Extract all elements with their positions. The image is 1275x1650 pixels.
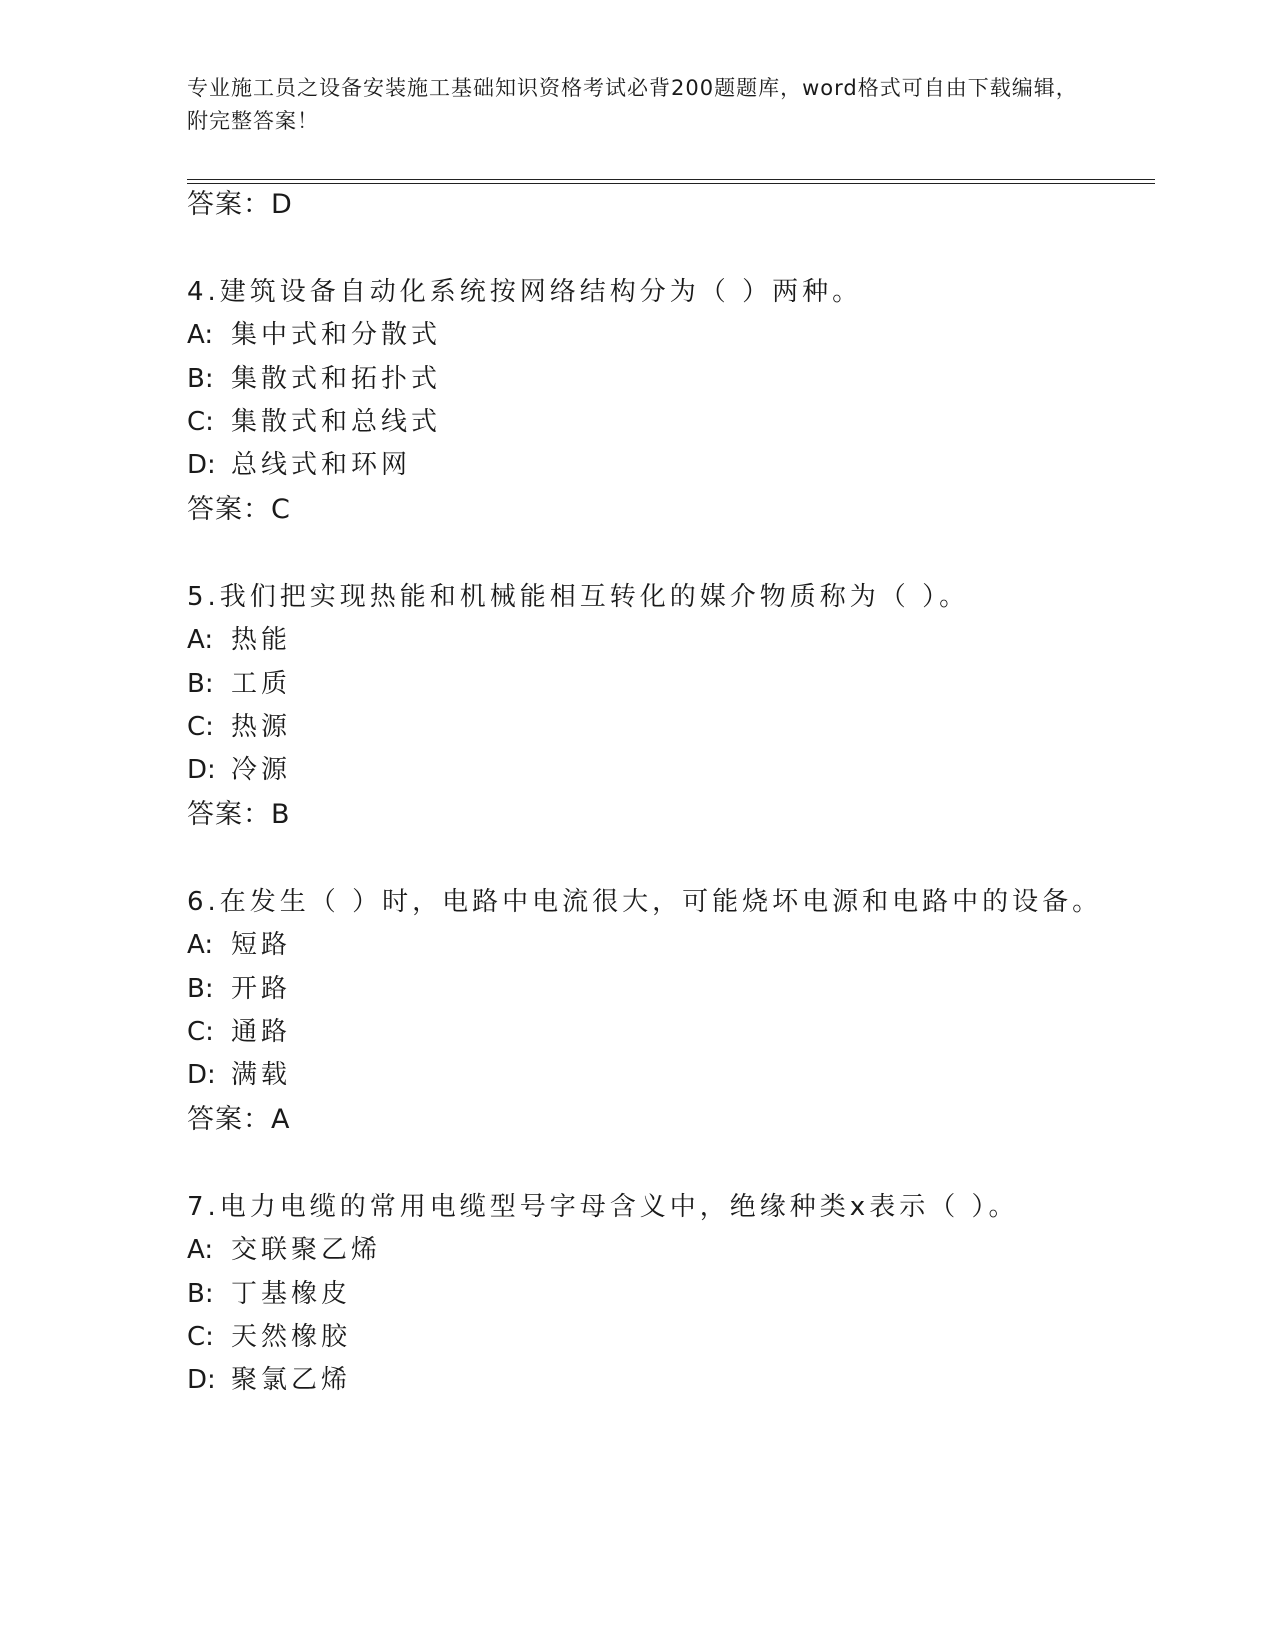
option-key: A: xyxy=(187,320,214,350)
answer-q6: 答案：A xyxy=(187,1104,291,1135)
option-key: D: xyxy=(187,755,216,785)
question-5-option-d xyxy=(187,753,291,787)
option-key: A: xyxy=(187,1235,214,1265)
question-6-option-d xyxy=(187,1058,291,1092)
answer-q4: 答案：C xyxy=(187,494,291,525)
question-7-option-c xyxy=(187,1320,351,1354)
option-text: 集散式和拓扑式 xyxy=(231,364,442,394)
question-4: 4.建筑设备自动化系统按网络结构分为（ ）两种。 xyxy=(187,277,863,307)
answer-q3: 答案：D xyxy=(187,189,293,220)
option-key: C: xyxy=(187,1017,214,1047)
question-6-option-b xyxy=(187,972,291,1006)
option-text: 集散式和总线式 xyxy=(231,407,442,437)
option-text: 热源 xyxy=(231,712,292,742)
option-text: 聚氯乙烯 xyxy=(231,1365,352,1395)
question-4-option-d xyxy=(187,448,411,482)
option-key: B: xyxy=(187,669,214,699)
question-4-option-a xyxy=(187,318,441,352)
option-text: 丁基橡皮 xyxy=(231,1279,352,1309)
question-7-option-d xyxy=(187,1363,351,1397)
option-key: C: xyxy=(187,407,214,437)
option-key: C: xyxy=(187,712,214,742)
question-5-option-c xyxy=(187,710,291,744)
option-key: C: xyxy=(187,1322,214,1352)
option-text: 交联聚乙烯 xyxy=(231,1235,382,1265)
question-6: 6.在发生（ ）时，电路中电流很大，可能烧坏电源和电路中的设备。 xyxy=(187,887,1103,917)
question-6-option-a xyxy=(187,928,291,962)
question-5-option-a xyxy=(187,623,291,657)
question-6-option-c xyxy=(187,1015,291,1049)
option-text: 开路 xyxy=(231,974,292,1004)
option-text: 集中式和分散式 xyxy=(231,320,442,350)
option-text: 工质 xyxy=(231,669,292,699)
option-text: 通路 xyxy=(231,1017,292,1047)
option-key: B: xyxy=(187,1279,214,1309)
option-text: 总线式和环网 xyxy=(231,450,412,480)
option-key: A: xyxy=(187,625,214,655)
option-key: B: xyxy=(187,974,214,1004)
option-key: D: xyxy=(187,1365,216,1395)
option-key: B: xyxy=(187,364,214,394)
option-text: 热能 xyxy=(231,625,292,655)
option-text: 短路 xyxy=(231,930,292,960)
answer-q5: 答案：B xyxy=(187,799,291,830)
question-5: 5.我们把实现热能和机械能相互转化的媒介物质称为（ ）。 xyxy=(187,582,970,612)
option-key: A: xyxy=(187,930,214,960)
question-4-option-b xyxy=(187,362,441,396)
document-header: 专业施工员之设备安装施工基础知识资格考试必背200题题库，word格式可自由下载编辑，附完整答案！ xyxy=(187,76,1078,133)
question-7: 7.电力电缆的常用电缆型号字母含义中，绝缘种类x表示（ ）。 xyxy=(187,1192,1019,1222)
option-key: D: xyxy=(187,1060,216,1090)
question-5-option-b xyxy=(187,667,291,701)
option-text: 满载 xyxy=(231,1060,292,1090)
header-divider-top xyxy=(187,179,1155,180)
option-key: D: xyxy=(187,450,216,480)
option-text: 冷源 xyxy=(231,755,292,785)
header-divider-bottom xyxy=(187,183,1155,184)
question-7-option-a xyxy=(187,1233,381,1267)
question-4-option-c xyxy=(187,405,441,439)
question-7-option-b xyxy=(187,1277,351,1311)
option-text: 天然橡胶 xyxy=(231,1322,352,1352)
